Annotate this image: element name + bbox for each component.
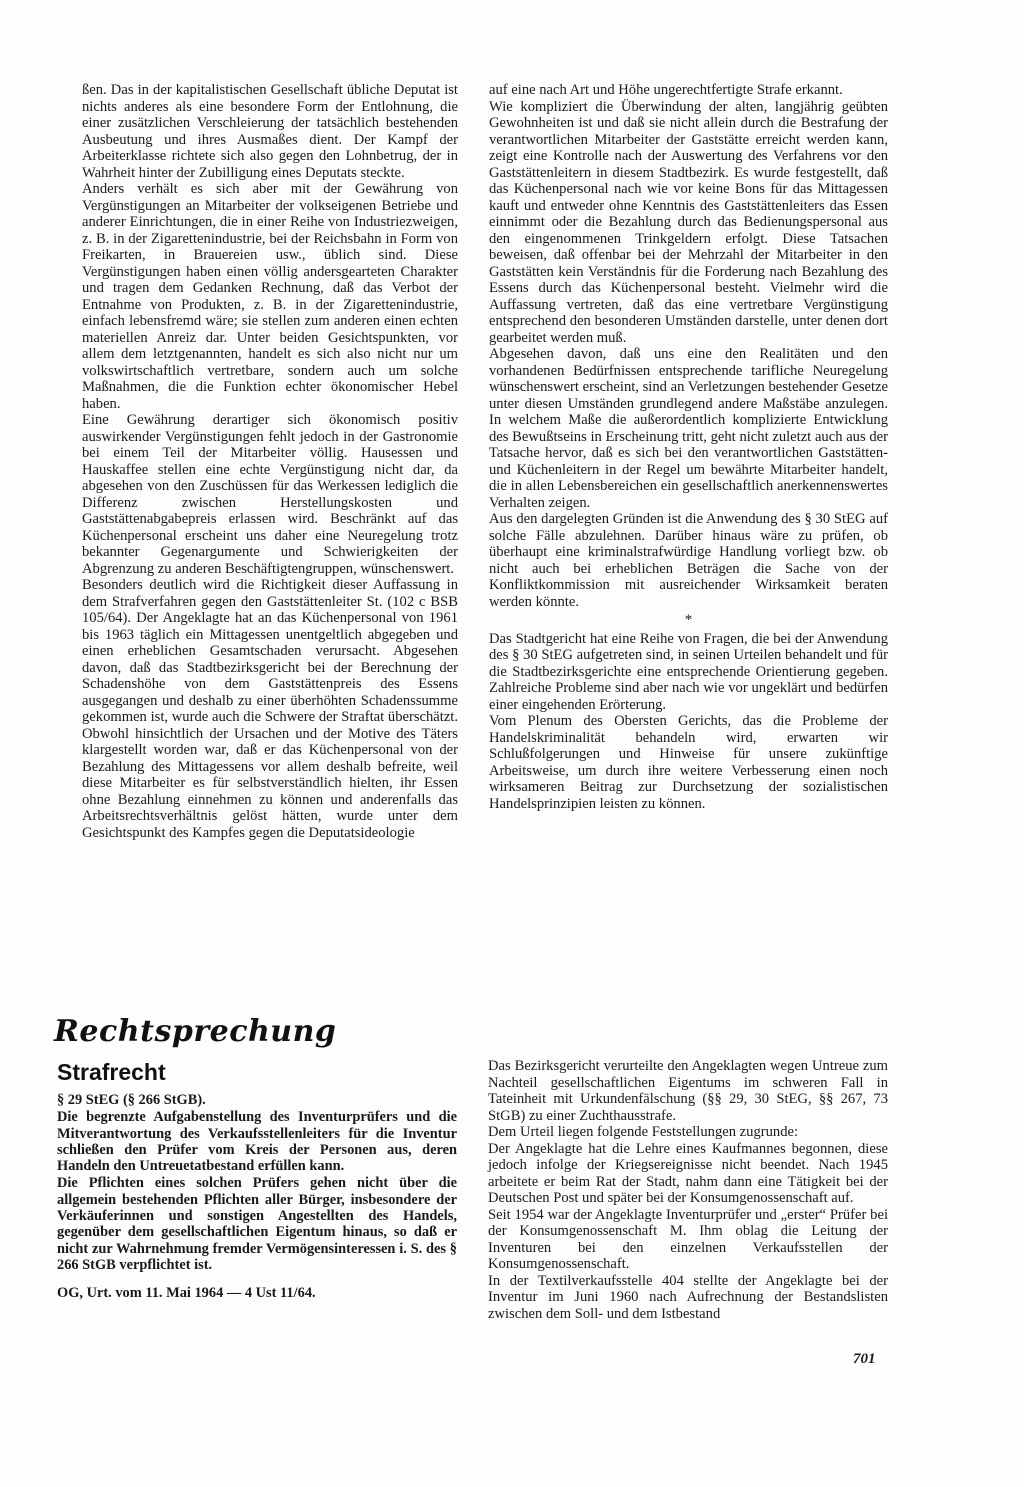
paragraph: Dem Urteil liegen folgende Feststellungen zugrunde: (488, 1124, 799, 1140)
right-column-top (489, 82, 888, 812)
paragraph: Seit 1954 war der Angeklagte Inventurprüfer und „erster“ Prüfer bei der Konsumgenossenschaft M. Ihm oblag die Leitung der Inventuren bei den einzelnen Verkaufsstellen der Konsumgenossenschaft. (488, 1206, 888, 1272)
paragraph: auf eine nach Art und Höhe ungerechtfertigte Strafe erkannt. (489, 82, 843, 98)
paragraph: Wie kompliziert die Überwindung der alten, langjährig geübten Gewohnheiten ist und daß sie nicht allein durch die Bestrafung der verantwortlichen Mitarbeiter der Gaststätte erreicht werden kann, zeigt eine Kontrolle nach der Auswertung des Verfahrens vor den Gaststättenleitern in diesem Stadtbezirk. Es wurde festgestellt, daß das Küchenpersonal nach wie vor keine Bons für das Mittagessen kauft und entweder ohne Kenntnis des Gaststättenleiters das Essen einnimmt oder die Bezahlung durch das Bedienungspersonal aus den eingenommenen Trinkgeldern erfolgt. Diese Tatsachen beweisen, daß offenbar bei der Mehrzahl der Mitarbeiter in den Gaststätten kein Verständnis für die Forderung nach Bezahlung des Essens durch das Küchenpersonal besteht. Vielmehr wird die Auffassung vertreten, daß das eine vertretbare Vergünstigung entsprechend den besonderen Umständen darstelle, unter denen dort gearbeitet werden muß. (489, 98, 888, 346)
section-separator: * (684, 612, 693, 628)
paragraph: Das Stadtgericht hat eine Reihe von Fragen, die bei der Anwendung des § 30 StEG aufgetreten sind, in seinen Urteilen behandelt und für die Stadtbezirksgerichte eine entsprechende Orientierung gegeben. Zahlreiche Probleme sind aber nach wie vor ungeklärt und bedürfen einer eingehenden Erörterung. (489, 630, 888, 713)
paragraph: Abgesehen davon, daß uns eine den Realitäten und den vorhandenen Bedürfnissen entsprechende tarifliche Neuregelung wünschenswert erscheint, sind an Verletzungen bestehender Gesetze unter diesen Umständen grundlegend andere Maßstäbe anzulegen. In welchem Maße die außerordentlich komplizierte Entwicklung des Bewußtseins in Erscheinung tritt, geht nicht zuletzt auch aus der Tatsache hervor, daß es sich bei den verantwortlichen Gaststätten- und Küchenleitern in der Regel um bewährte Mitarbeiter handelt, die in allen Lebensbereichen ein gesellschaftlich anerkennenswertes Verhalten zeigen. (489, 346, 888, 511)
headnote: Die begrenzte Aufgabenstellung des Inventurprüfers und die Mitverantwortung des Verkaufsstellenleiters für die Inventur schließen den Prüfer vom Kreis der Personen aus, deren Handeln den Untreuetatbestand erfüllen kann. (57, 1109, 457, 1175)
section-title: Rechtsprechung (54, 1014, 337, 1049)
statute-reference: § 29 StEG (§ 266 StGB). (57, 1092, 206, 1108)
paragraph: Aus den dargelegten Gründen ist die Anwendung des § 30 StEG auf solche Fälle abzulehnen. Darüber hinaus wäre zu prüfen, ob überhaupt eine kriminalstrafwürdige Handlung vorliegt bzw. ob nicht auch bei erheblichen Beträgen die Sache von der Konfliktkommission mit ausreichender Wirksamkeit beraten werden könnte. (489, 511, 888, 610)
paragraph: Eine Gewährung derartiger sich ökonomisch positiv auswirkender Vergünstigungen fehlt jedoch in der Gastronomie bei einem Teil der Mitarbeiter völlig. Hausessen und Hauskaffee stellen eine echte Vergünstigung nicht dar, da abgesehen von den Zuschüssen für das Werkessen lediglich die Differenz zwischen Herstellungskosten und Gaststättenabgabepreis erlassen wird. Beschränkt auf das Küchenpersonal erscheint uns daher eine Neuregelung trotz bekannter Gegenargumente und Schwierigkeiten der Abgrenzung zu anderen Beschäftigtengruppen, wünschenswert. (82, 412, 458, 577)
paragraph: Das Bezirksgericht verurteilte den Angeklagten wegen Untreue zum Nachteil gesellschaftlichen Eigentums im schweren Fall in Tateinheit mit Urkundenfälschung (§§ 29, 30 StEG, §§ 267, 73 StGB) zu einer Zuchthausstrafe. (488, 1058, 888, 1124)
paragraph: Der Angeklagte hat die Lehre eines Kaufmannes begonnen, diese jedoch infolge der Kriegsereignisse nicht beendet. Nach 1945 arbeitete er beim Rat der Stadt, nahm dann eine Tätigkeit bei der Deutschen Post und später bei der Konsumgenossenschaft auf. (488, 1140, 888, 1206)
paragraph: Anders verhält es sich aber mit der Gewährung von Vergünstigungen an Mitarbeiter der volkseigenen Betriebe und anderer Einrichtungen, die in einer Reihe von Industriezweigen, z. B. in der Zigarettenindustrie, bei der Reichsbahn in Form von Freikarten, in Brauereien usw., üblich sind. Diese Vergünstigungen haben einen völlig andersgearteten Charakter und tragen dem Gedanken Rechnung, daß das Verbot der Entnahme von Produkten, z. B. in der Zigarettenindustrie, einfach lebensfremd wäre; sie stellen zum anderen einen echten materiellen Anreiz dar. Unter beiden Gesichtspunkten, vor allem dem letztgenannten, handelt es sich also nicht nur um volkswirtschaftlich vertretbare, sondern auch um solche Maßnahmen, die die Funktion echter ökonomischer Hebel haben. (82, 181, 458, 412)
paragraph: Besonders deutlich wird die Richtigkeit dieser Auffassung in dem Strafverfahren gegen den Gaststättenleiter St. (102 c BSB 105/64). Der Angeklagte hat an das Küchenpersonal von 1961 bis 1963 täglich ein Mittagessen unentgeltlich abgegeben und einen erheblichen Gesamtschaden verursacht. Abgesehen davon, daß das Stadtbezirksgericht bei der Berechnung der Schadenshöhe von dem Gaststättenpreis des Essens ausgegangen und deshalb zu einer überhöhten Schadenssumme gekommen ist, wurde auch die Schwere der Straftat überschätzt. Obwohl hinsichtlich der Ursachen und der Motive des Täters klargestellt worden war, daß er das Küchenpersonal von der Bezahlung des Mittagessens vor allem deshalb befreite, weil diese Mitarbeiter es für selbstverständlich hielten, ihr Essen ohne Bezahlung einnehmen zu können und anderenfalls das Arbeitsrechtsverhältnis gelöst hätten, wurde unter dem Gesichtspunkt des Kampfes gegen die Deputatsideologie (82, 577, 458, 841)
right-column-bottom (488, 1058, 888, 1322)
left-column-top (82, 82, 458, 841)
left-column-bottom (57, 1092, 457, 1302)
paragraph: In der Textilverkaufsstelle 404 stellte der Angeklagte bei der Inventur im Juni 1960 nach Aufrechnung der Bestandslisten zwischen dem Soll- und dem Istbestand (488, 1272, 888, 1322)
headnote: Die Pflichten eines solchen Prüfers gehen nicht über die allgemein bestehenden Pflichten aller Bürger, insbesondere der Verkäuferinnen und sonstigen Angestellten des Handels, gegenüber dem gesellschaftlichen Eigentum hinaus, so daß er nicht zur Wahrnehmung fremder Vermögensinteressen i. S. des § 266 StGB verpflichtet ist. (57, 1175, 457, 1273)
page-number: 701 (853, 1351, 876, 1367)
paragraph: ßen. Das in der kapitalistischen Gesellschaft übliche Deputat ist nichts anderes als eine besondere Form der Entlohnung, die einer zusätzlichen Verschleierung der tatsächlich bestehenden Ausbeutung und ihres Ausmaßes dient. Der Kampf der Arbeiterklasse richtete sich also gegen den Lohnbetrug, der in Wahrheit hinter der Zubilligung eines Deputats steckte. (82, 82, 458, 181)
paragraph: Vom Plenum des Obersten Gerichts, das die Probleme der Handelskriminalität behandeln wird, erwarten wir Schlußfolgerungen und Hinweise für unsere zukünftige Arbeitsweise, um durch ihre weitere Verbesserung einen noch wirksameren Beitrag zur Durchsetzung der sozialistischen Handelsprinzipien leisten zu können. (489, 713, 888, 812)
subsection-title: Strafrecht (57, 1059, 166, 1085)
case-citation: OG, Urt. vom 11. Mai 1964 — 4 Ust 11/64. (57, 1285, 316, 1302)
